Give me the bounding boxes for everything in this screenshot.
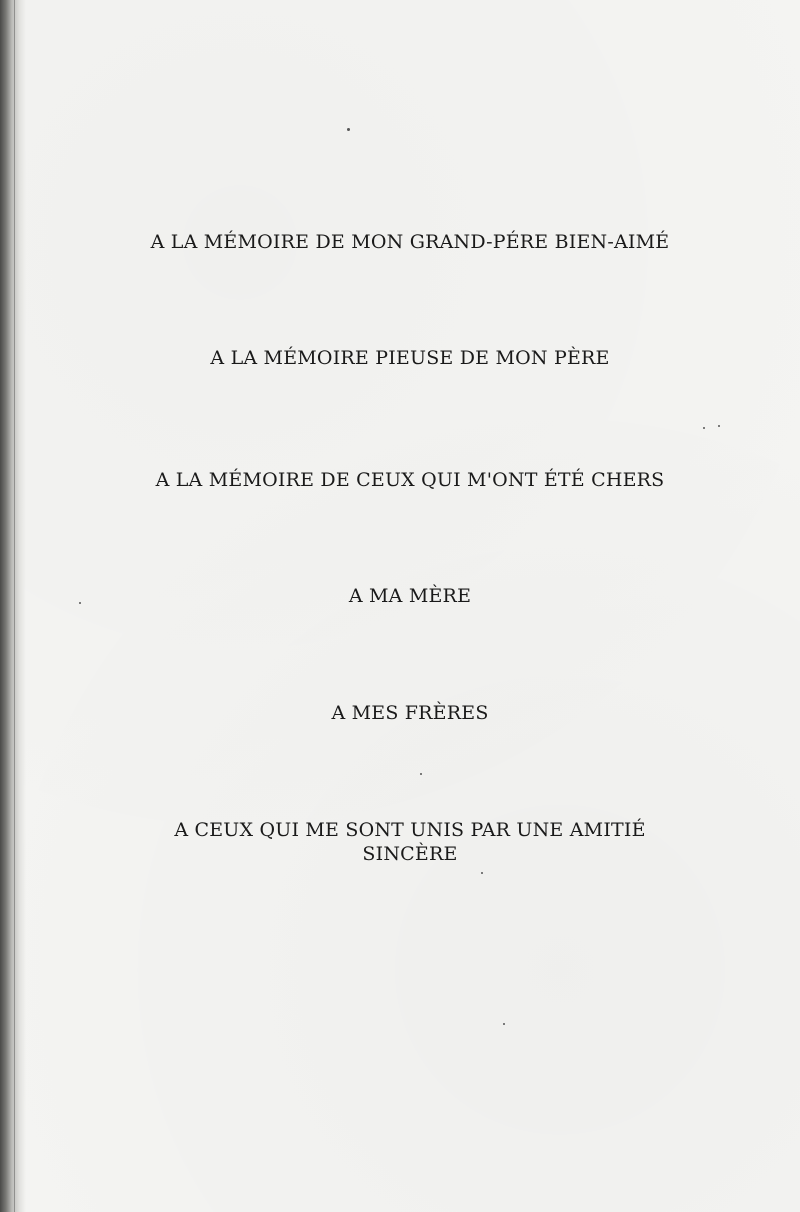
paper-speck bbox=[420, 773, 422, 775]
paper-speck bbox=[79, 602, 81, 604]
dedication-dear-ones: A LA MÉMOIRE DE CEUX QUI M'ONT ÉTÉ CHERS bbox=[155, 469, 665, 491]
page-edge-line bbox=[14, 0, 15, 1212]
paper-speck bbox=[481, 872, 483, 874]
paper-speck bbox=[718, 425, 720, 427]
dedication-mother: A MA MÈRE bbox=[348, 585, 472, 607]
dedication-grandfather: A LA MÉMOIRE DE MON GRAND-PÉRE BIEN-AIMÉ bbox=[150, 231, 670, 253]
dedication-friends: A CEUX QUI ME SONT UNIS PAR UNE AMITIÉ bbox=[174, 819, 646, 841]
paper-speck bbox=[503, 1023, 505, 1025]
paper-speck bbox=[703, 427, 705, 429]
dedication-father: A LA MÉMOIRE PIEUSE DE MON PÈRE bbox=[210, 347, 610, 369]
dedication-friends-continued: SINCÈRE bbox=[362, 843, 458, 865]
dedication-brothers: A MES FRÈRES bbox=[331, 702, 489, 724]
paper-speck bbox=[347, 128, 350, 131]
page-binding-shadow bbox=[0, 0, 26, 1212]
